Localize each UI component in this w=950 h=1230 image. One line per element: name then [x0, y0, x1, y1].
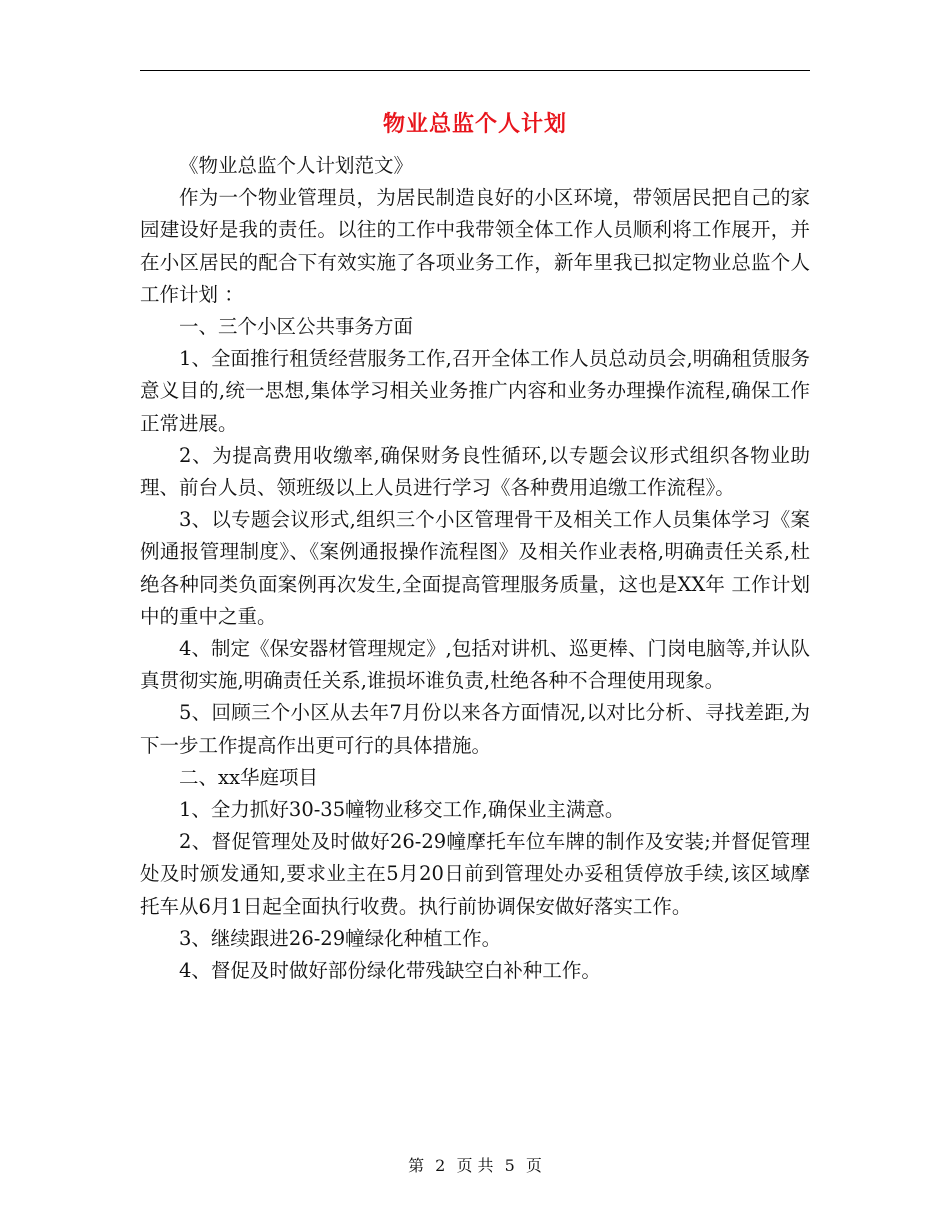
list-item: 5、回顾三个小区从去年7月份以来各方面情况,以对比分析、寻找差距,为下一步工作提高作出更可行的具体措施。: [140, 701, 810, 757]
section-heading-1: 一、三个小区公共事务方面: [179, 315, 414, 339]
document-title: 物业总监个人计划: [382, 111, 567, 137]
document-body: [140, 150, 810, 987]
section-heading-2: 二、xx华庭项目: [179, 765, 318, 789]
header-rule: [140, 70, 810, 71]
paragraph-intro: 作为一个物业管理员，为居民制造良好的小区环境，带领居民把自己的家园建设好是我的责任。以往的工作中我带领全体工作人员顺利将工作展开，并在小区居民的配合下有效实施了各项业务工作，新年里我已拟定物业总监个人工作计划 ：: [140, 186, 810, 306]
list-item: 3、以专题会议形式,组织三个小区管理骨干及相关工作人员集体学习《案例通报管理制度》、《案例通报操作流程图》及相关作业表格,明确责任关系,杜绝各种同类负面案例再次发生,全面提高管理服务质量，这也是XX年 工作计划 中的重中之重。: [140, 508, 810, 628]
list-item: 2、为提高费用收缴率,确保财务良性循环,以专题会议形式组织各物业助理、前台人员、领班级以上人员进行学习《各种费用追缴工作流程》。: [140, 443, 810, 500]
page-label-suffix: 页: [525, 1156, 542, 1175]
list-item: 3、继续跟进26-29幢绿化种植工作。: [179, 926, 502, 950]
page-footer: [140, 1154, 810, 1178]
list-item: 1、全力抓好30-35幢物业移交工作,确保业主满意。: [179, 798, 625, 822]
total-pages-number: 5: [504, 1156, 515, 1175]
list-item: 4、督促及时做好部份绿化带残缺空白补种工作。: [179, 959, 601, 983]
list-item: 4、制定《保安器材管理规定》,包括对讲机、巡更棒、门岗电脑等,并认队真贯彻实施,明确责任关系,谁损坏谁负责,杜绝各种不合理使用现象。: [140, 637, 810, 693]
paragraph-subtitle: 《物业总监个人计划范文》: [179, 154, 414, 177]
page-label-prefix: 第: [408, 1156, 425, 1175]
current-page-number: 2: [435, 1156, 446, 1175]
list-item: 1、全面推行租赁经营服务工作,召开全体工作人员总动员会,明确租赁服务意义目的,统一思想,集体学习相关业务推广内容和业务办理操作流程,确保工作正常进展。: [140, 347, 810, 435]
list-item: 2、督促管理处及时做好26-29幢摩托车位车牌的制作及安装;并督促管理处及时颁发通知,要求业主在5月20日前到管理处办妥租赁停放手续,该区域摩托车从6月1日起全面执行收费。执行前协调保安做好落实工作。: [140, 830, 810, 918]
page-label-mid: 页 共: [456, 1156, 494, 1175]
